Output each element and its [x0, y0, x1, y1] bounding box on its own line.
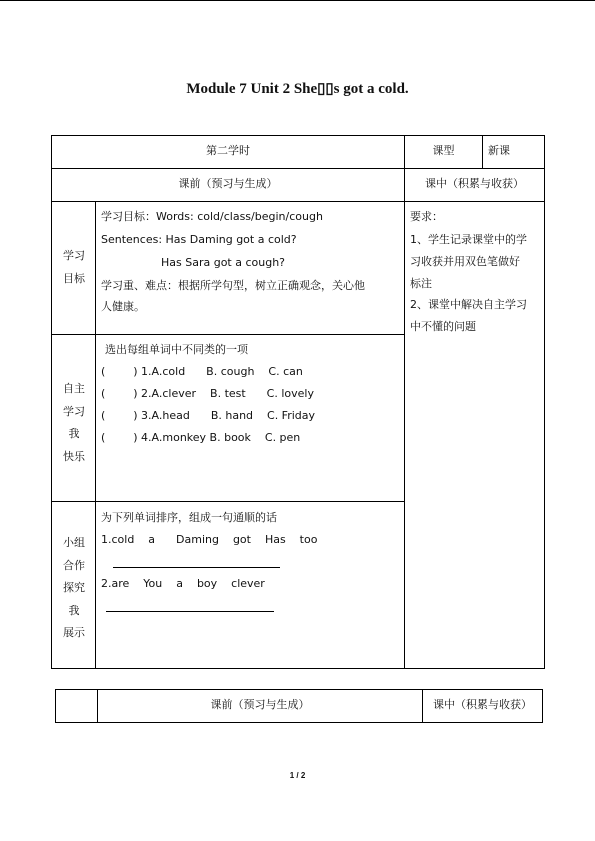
list-item: ( ) 1.A.cold B. cough C. can — [101, 365, 303, 378]
reorder-question-2: 2.are You a boy clever — [101, 577, 265, 590]
self-study-instruction: 选出每组单词中不同类的一项 — [105, 343, 248, 356]
column-header-in-class-2: 课中（积累与收获） — [433, 698, 532, 711]
column-header-before-class-2: 课前（预习与生成） — [210, 698, 310, 711]
group-instruction: 为下列单词排序，组成一句通顺的话 — [101, 511, 277, 524]
page-number: 1 / 2 — [289, 771, 306, 780]
list-item: ( ) 3.A.head B. hand C. Friday — [101, 409, 316, 422]
goals-row-label: 学习 目标 — [63, 249, 85, 285]
class-type-label: 课型 — [432, 144, 455, 157]
answer-line-2 — [106, 611, 274, 612]
answer-line-1 — [113, 567, 280, 568]
list-item: ( ) 2.A.clever B. test C. lovely — [101, 387, 314, 400]
list-item: ( ) 4.A.monkey B. book C. pen — [101, 431, 301, 444]
lesson-period: 第二学时 — [206, 144, 250, 157]
column-header-before-class: 课前（预习与生成） — [178, 177, 278, 190]
column-header-in-class: 课中（积累与收获） — [425, 177, 524, 190]
self-study-row-label: 自主 学习 我 快乐 — [63, 382, 85, 463]
reorder-question-1: 1.cold a Daming got Has too — [101, 533, 318, 546]
page-title: Module 7 Unit 2 She▯▯s got a cold. — [186, 81, 409, 97]
group-row-label: 小组 合作 探究 我 展示 — [63, 536, 85, 639]
header-rule — [0, 0, 595, 1]
class-type-value: 新课 — [488, 144, 510, 157]
